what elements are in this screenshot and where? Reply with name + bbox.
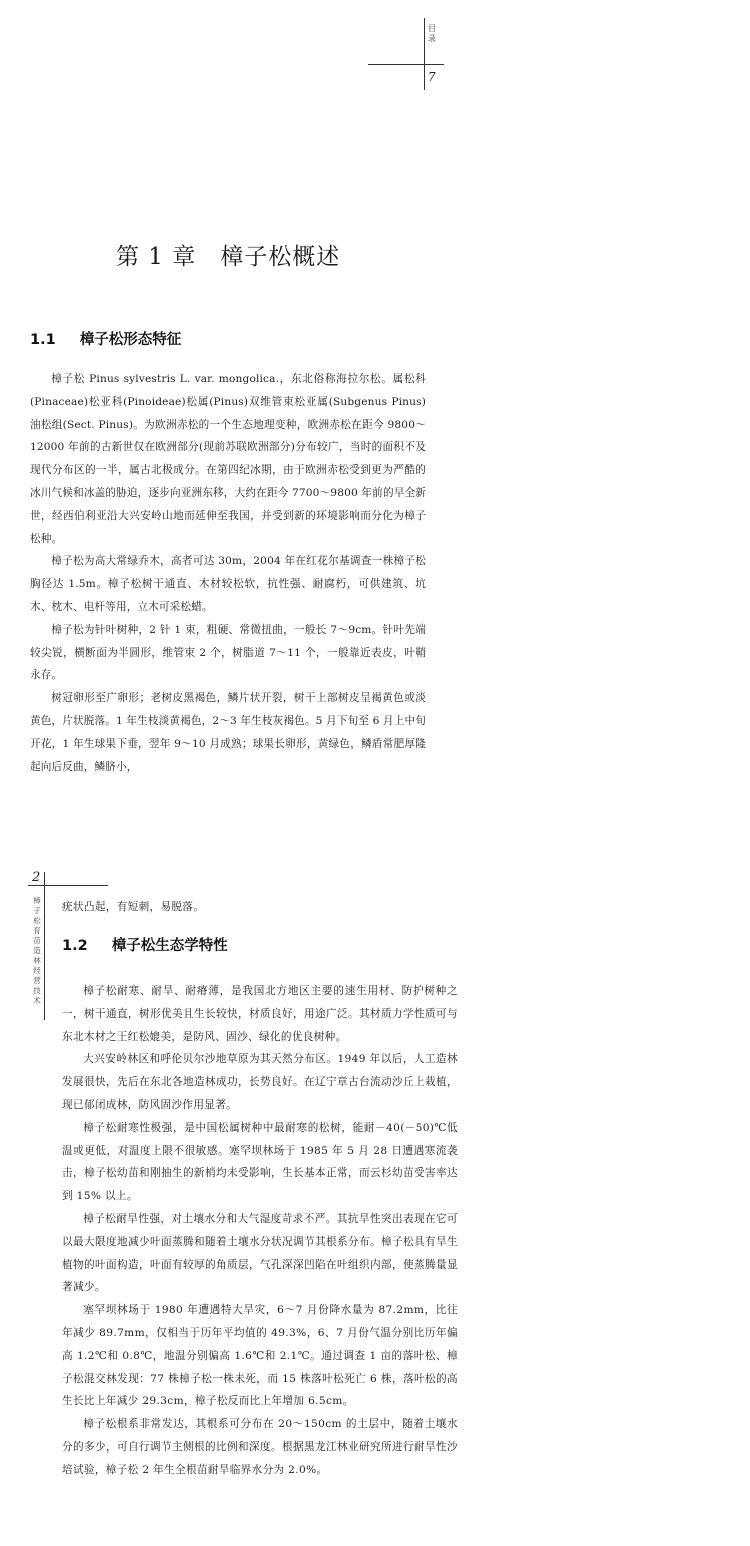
section-number: 1.2 bbox=[62, 938, 88, 954]
page-number: 7 bbox=[428, 70, 436, 84]
header-horizontal-rule bbox=[368, 64, 444, 65]
paragraph: 樟子松耐寒性极强，是中国松属树种中最耐寒的松树，能耐－40(－50)℃低温或更低，对温度上限不很敏感。塞罕坝林场于 1985 年 5 月 28 日遭遇寒流袭击，樟子松幼苗和刚抽生的新梢均未受影响，生长基本正常，而云杉幼苗受害率达到 15% 以上。 bbox=[62, 1121, 458, 1203]
section-title: 樟子松生态学特性 bbox=[111, 938, 228, 954]
section-heading-1-1 bbox=[30, 328, 181, 349]
paragraph: 樟子松根系非常发达，其根系可分布在 20～150cm 的土层中，随着土壤水分的多少，可自行调节主侧根的比例和深度。根据黑龙江林业研究所进行耐旱性沙培试验，樟子松 2 年生全根苗耐旱临界水分为 2.0%。 bbox=[62, 1418, 458, 1476]
section-title: 樟子松形态特征 bbox=[79, 332, 182, 348]
paragraph: 樟子松耐旱性强，对土壤水分和大气湿度苛求不严。其抗旱性突出表现在它可以最大限度地减少叶面蒸腾和随着土壤水分状况调节其根系分布。樟子松具有旱生植物的叶面构造，叶面有较厚的角质层，气孔深深凹陷在叶组织内部，使蒸腾量显著减少。 bbox=[62, 1212, 458, 1294]
paragraph: 树冠卵形至广卵形；老树皮黑褐色，鳞片状开裂，树干上部树皮呈褐黄色或淡黄色，片状脱落。1 年生枝淡黄褐色，2～3 年生枝灰褐色。5 月下旬至 6 月上中旬开花，1 年生球果下垂，翌年 9～10 月成熟；球果长卵形，黄绿色，鳞盾常肥厚隆起向后反曲，鳞脐小， bbox=[30, 692, 426, 773]
running-book-title: 樟子松育苗造林经营技术 bbox=[33, 896, 41, 1005]
paragraph: 樟子松为高大常绿乔木，高者可达 30m，2004 年在红花尔基调查一株樟子松胸径达 1.5m。樟子松树干通直、木材较松软，抗性强、耐腐朽，可供建筑、坑木、枕木、电杆等用，立木可采松蜡。 bbox=[30, 555, 426, 613]
section-1-1-body bbox=[30, 368, 426, 778]
section-number: 1.1 bbox=[30, 332, 56, 348]
paragraph: 樟子松 Pinus sylvestris L. var. mongolica.，东北俗称海拉尔松。属松科(Pinaceae)松亚科(Pinoideae)松属(Pinus)双维管束松亚属(Subgenus Pinus)油松组(Sect. Pinus)。为欧洲赤松的一个生态地理变种，欧洲赤松在距今 9800～12000 年前的古新世仅在欧洲部分(现前苏联欧洲部分)分布较广，当时的面积不及现代分布区的一半，属古北极成分。在第四纪冰期，由于欧洲赤松受到更为严酷的冰川气候和冰盖的胁迫，逐步向亚洲东移，大约在距今 7700～9800 年前的早全新世，经西伯利亚沿大兴安岭山地而延伸至我国，并受到新的环境影响而分化为樟子松种。 bbox=[30, 373, 426, 545]
page2-horizontal-rule bbox=[28, 885, 108, 886]
section-heading-1-2 bbox=[62, 934, 228, 955]
paragraph: 樟子松为针叶树种，2 针 1 束，粗硬、常微扭曲，一般长 7～9cm。针叶先端较尖锐，横断面为半圆形，维管束 2 个，树脂道 7～11 个，一般靠近表皮，叶鞘永存。 bbox=[30, 623, 426, 682]
continued-text: 疣状凸起，有短刺，易脱落。 bbox=[62, 901, 205, 913]
chapter-title: 第 1 章 樟子松概述 bbox=[116, 244, 341, 270]
page2-vertical-rule bbox=[44, 872, 45, 1020]
page-number-2: 2 bbox=[32, 870, 41, 885]
header-vertical-rule bbox=[424, 18, 425, 90]
paragraph: 大兴安岭林区和呼伦贝尔沙地草原为其天然分布区。1949 年以后，人工造林发展很快，先后在东北各地造林成功，长势良好。在辽宁章古台流动沙丘上栽植，现已郁闭成林，防风固沙作用显著。 bbox=[62, 1053, 458, 1111]
paragraph: 塞罕坝林场于 1980 年遭遇特大旱灾，6～7 月份降水量为 87.2mm，比往年减少 89.7mm，仅相当于历年平均值的 49.3%，6、7 月份气温分别比历年偏高 1.2℃和 0.8℃，地温分别偏高 1.6℃和 2.1℃。通过调查 1 亩的落叶松、樟子松混交林发现：77 株樟子松一株未死，而 15 株落叶松死亡 6 株，落叶松的高生长比上年减少 29.3cm，樟子松反而比上年增加 6.5cm。 bbox=[62, 1304, 458, 1408]
paragraph: 樟子松耐寒、耐旱、耐瘠薄，是我国北方地区主要的速生用材、防护树种之一，树干通直，树形优美且生长较快，材质良好，用途广泛。其材质力学性质可与东北木材之王红松媲美，是防风、固沙、绿化的优良树种。 bbox=[62, 985, 458, 1043]
section-1-2-body bbox=[62, 980, 458, 1482]
header-section-mark: 目 录 bbox=[428, 24, 436, 43]
